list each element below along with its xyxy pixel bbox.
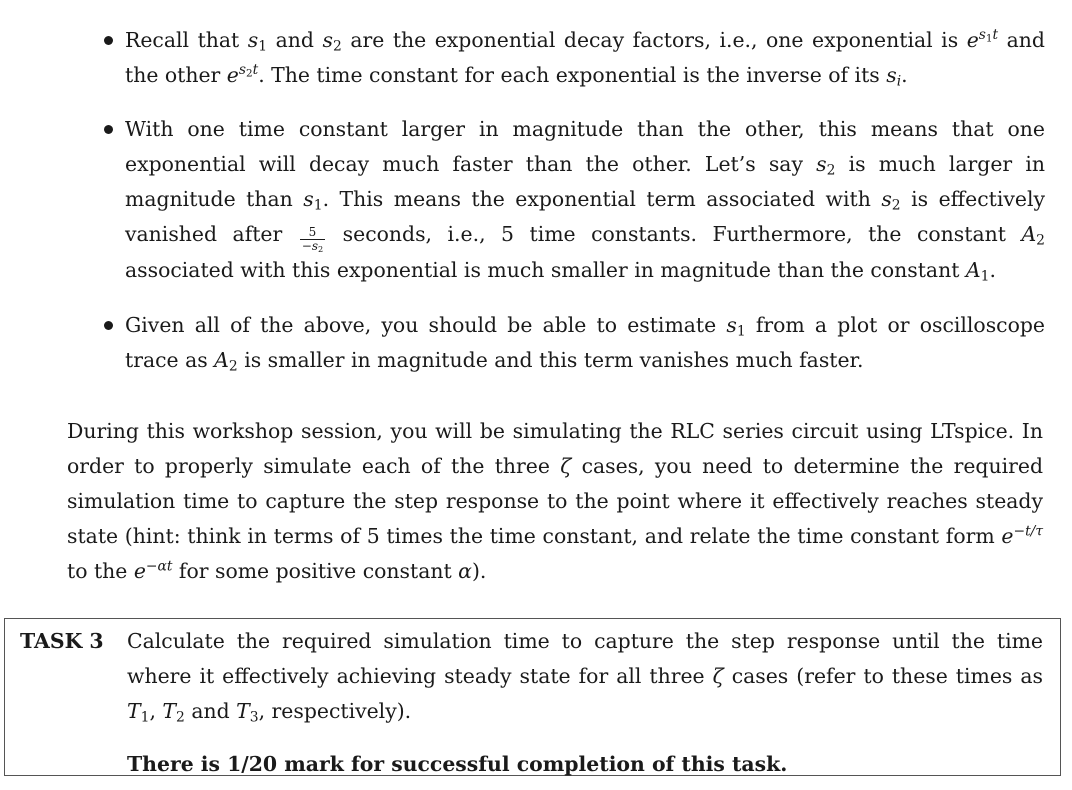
math-exponent [979, 27, 998, 43]
text: With one time constant larger in magnitude than the other, this means that one exponential will decay much faster than the other. Let’s say [125, 117, 1045, 176]
math-sub: 1 [258, 38, 268, 55]
text: During this workshop session, you will be simulating the RLC series circuit using LTspice. In order to properly simulate each of the three [67, 419, 1043, 478]
math-var: −t/τ [1013, 523, 1043, 540]
math-sub: 3 [249, 709, 259, 726]
fraction-denominator [300, 240, 325, 253]
math-var: s [247, 28, 259, 52]
math-var: s [886, 63, 897, 87]
text: Recall that [125, 28, 248, 52]
task-label: TASK 3 [20, 629, 104, 653]
math-var: e [1001, 524, 1014, 548]
text: is much larger in magnitude than [125, 152, 1045, 211]
math-sub: 2 [332, 38, 342, 55]
math-op: − [301, 239, 312, 253]
math-var: s [881, 187, 892, 211]
math-exponent [239, 62, 258, 78]
text: and the other [125, 28, 1045, 87]
bullet-item-estimate [125, 308, 1045, 378]
math-sub: 2 [826, 162, 836, 179]
task-box [4, 618, 1061, 776]
text: , [149, 699, 163, 723]
text: Calculate the required simulation time to capture the step response until the time where it effectively achieving steady state for all three [127, 629, 1043, 688]
text: is effectively vanished after [125, 187, 1045, 246]
math-sub: 2 [245, 67, 253, 80]
math-var: s [978, 27, 986, 44]
math-sub: 2 [228, 358, 238, 375]
math-var: A [214, 348, 229, 372]
text: Given all of the above, you should be able to estimate [125, 313, 727, 337]
task-body [127, 624, 1043, 729]
text: cases, you need to determine the required simulation time to capture the step response to the point where it effectively reaches steady state (hint: think in terms of 5 times the time constant, and relate the time constant form [67, 454, 1044, 548]
math-sub: 2 [1036, 232, 1045, 249]
math-exponent [1013, 523, 1043, 539]
math-var: ζ [560, 454, 572, 478]
math-var: s [303, 187, 314, 211]
math-var: s [816, 152, 827, 176]
bullet-marker [104, 36, 113, 45]
math-var: A [965, 258, 981, 282]
math-var: A [1021, 222, 1037, 246]
math-exponent [146, 558, 173, 574]
text: to the [67, 559, 134, 583]
math-var: α [458, 559, 472, 583]
text: associated with this exponential is much smaller in magnitude than the constant [125, 258, 966, 282]
math-var: T [127, 699, 141, 723]
workshop-paragraph [67, 414, 1043, 589]
text: ). [471, 559, 487, 583]
math-var: t [992, 27, 999, 44]
text: from a plot or oscilloscope trace as [125, 313, 1045, 372]
text: . The time constant for each exponential is the inverse of its [258, 63, 887, 87]
bullet-marker [104, 321, 113, 330]
text: for some positive constant [172, 559, 459, 583]
math-sub: 1 [985, 32, 993, 45]
math-sub: 2 [891, 197, 901, 214]
text: . This means the exponential term associated with [322, 187, 882, 211]
math-sub: 1 [140, 709, 150, 726]
math-var: s [322, 28, 333, 52]
text: . [901, 63, 908, 87]
text: seconds, i.e., 5 time constants. Furthermore, the constant [327, 222, 1022, 246]
text: is smaller in magnitude and this term vanishes much faster. [237, 348, 864, 372]
math-var: e [133, 559, 146, 583]
bullet-item-time-constants [125, 112, 1045, 288]
math-var: i [896, 73, 902, 90]
math-sub: 1 [736, 323, 746, 340]
text: are the exponential decay factors, i.e., one exponential is [341, 28, 967, 52]
math-var: e [226, 63, 239, 87]
math-sub: 2 [176, 709, 185, 726]
text: and [184, 699, 237, 723]
text: and [267, 28, 323, 52]
bullet-marker [104, 125, 113, 134]
fraction [300, 226, 325, 253]
math-var: T [236, 699, 250, 723]
task-mark-note: There is 1/20 mark for successful completion of this task. [127, 752, 788, 776]
text: , respectively). [258, 699, 412, 723]
math-var: s [311, 239, 318, 253]
fraction-numerator: 5 [300, 226, 325, 240]
math-var: ζ [712, 664, 724, 688]
math-var: T [162, 699, 177, 723]
math-var: −αt [145, 558, 173, 575]
text: . [989, 258, 996, 282]
bullet-item-recall [125, 23, 1045, 93]
text: cases (refer to these times as [723, 664, 1043, 688]
math-var: s [238, 62, 246, 79]
math-var: s [726, 313, 737, 337]
math-sub: 1 [980, 268, 990, 285]
math-var: t [252, 62, 259, 79]
math-sub: 2 [317, 244, 324, 255]
math-var: e [966, 28, 979, 52]
math-sub: 1 [313, 197, 323, 214]
